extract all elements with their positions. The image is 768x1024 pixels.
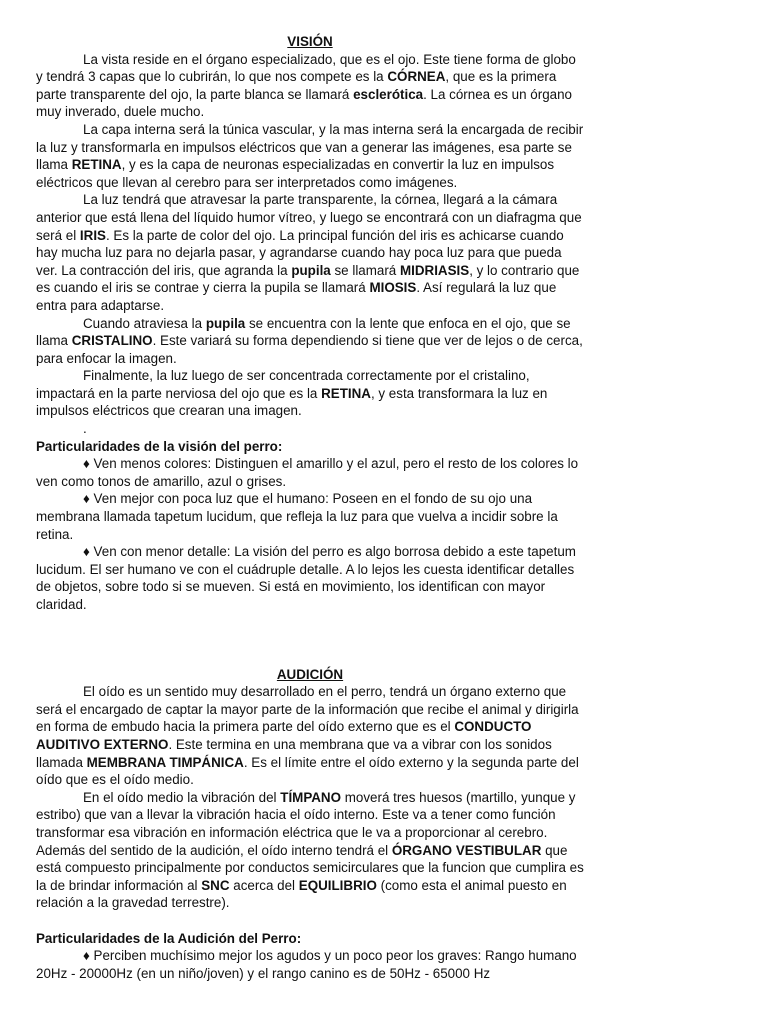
bold-term: pupila bbox=[205, 315, 246, 331]
bold-term: EQUILIBRIO bbox=[298, 877, 377, 893]
body-paragraph: Cuando atraviesa la pupila se encuentra con la lente que enfoca en el ojo, que se llama CRISTALINO. Este variará su forma dependiendo si tiene que ver de lejos o de cerca, para enfocar la imagen. bbox=[36, 315, 583, 366]
bold-term: CRISTALINO bbox=[71, 333, 153, 349]
vision-particularities-title: Particularidades de la visión del perro: bbox=[36, 438, 283, 454]
bold-term: esclerótica bbox=[353, 86, 424, 102]
vision-bullet-detail: ♦ Ven con menor detalle: La visión del perro es algo borrosa debido a este tapetum lucidum. El ser humano ve con el cuádruple detalle. A lo lejos les cuesta identificar detalles de objetos, sobre todo si se mueven. Si está en movimiento, los identifican con mayor claridad. bbox=[36, 544, 576, 612]
bold-term: MIOSIS bbox=[369, 280, 417, 296]
stray-dot: . bbox=[83, 421, 87, 437]
vision-title: VISIÓN bbox=[287, 34, 333, 49]
bold-term: SNC bbox=[201, 877, 230, 893]
section-spacer bbox=[36, 614, 584, 666]
bold-term: RETINA bbox=[321, 385, 371, 401]
bold-term: MIDRIASIS bbox=[399, 262, 470, 278]
audicion-particularities-title: Particularidades de la Audición del Perro: bbox=[36, 930, 302, 946]
body-paragraph: En el oído medio la vibración del TÍMPANO moverá tres huesos (martillo, yunque y estribo) que van a llevar la vibración hacia el oído interno. Este va a tener como función transformar esa vibración en información eléctrica que le va a proporcionar al cerebro. Además del sentido de la audición, el oído interno tendrá el ÓRGANO VESTIBULAR que está compuesto principalmente por conductos semicirculares que la funcion que cumplira es la de brindar información al SNC acerca del EQUILIBRIO (como esta el animal puesto en relación a la gravedad terrestre). bbox=[36, 789, 584, 911]
audicion-title: AUDICIÓN bbox=[276, 666, 344, 682]
body-paragraph: Finalmente, la luz luego de ser concentrada correctamente por el cristalino, impactará en la parte nerviosa del ojo que es la RETINA, y esta transformara la luz en impulsos eléctricos que crearan una imagen. bbox=[36, 368, 548, 419]
body-paragraph: El oído es un sentido muy desarrollado en el perro, tendrá un órgano externo que será el encargado de captar la mayor parte de la información que recibe el animal y dirigirla en forma de embudo hacia la primera parte del oído externo que es el CONDUCTO AUDITIVO EXTERNO. Este termina en una membrana que va a vibrar con los sonidos llamada MEMBRANA TIMPÁNICA. Es el límite entre el oído externo y la segunda parte del oído que es el oído medio. bbox=[36, 684, 579, 788]
blank-line bbox=[36, 912, 584, 930]
audicion-body bbox=[36, 683, 584, 912]
bold-term: TÍMPANO bbox=[280, 789, 342, 805]
vision-bullet-colors: ♦ Ven menos colores: Distinguen el amarillo y el azul, pero el resto de los colores lo ven como tonos de amarillo, azul o grises. bbox=[36, 456, 579, 489]
vision-bullet-low-light: ♦ Ven mejor con poca luz que el humano: Poseen en el fondo de su ojo una membrana llamada tapetum lucidum, que refleja la luz para que vuelva a incidir sobre la retina. bbox=[36, 491, 558, 542]
bold-term: ÓRGANO VESTIBULAR bbox=[391, 842, 542, 858]
body-paragraph: La luz tendrá que atravesar la parte transparente, la córnea, llegará a la cámara anterior que está llena del líquido humor vítreo, y luego se encontrará con un diafragma que será el IRIS. Es la parte de color del ojo. La principal función del iris es achicarse cuando hay mucha luz para no dejarla pasar, y agrandarse cuando hay poca luz para que pueda ver. La contracción del iris, que agranda la pupila se llamará MIDRIASIS, y lo contrario que es cuando el iris se contrae y cierra la pupila se llamará MIOSIS. Así regulará la luz que entra para adaptarse. bbox=[36, 192, 582, 313]
audicion-bullet-range: ♦ Perciben muchísimo mejor los agudos y un poco peor los graves: Rango humano 20Hz - 20000Hz (en un niño/joven) y el rango canino es de 50Hz - 65000 Hz bbox=[36, 948, 577, 981]
bold-term: CÓRNEA bbox=[387, 69, 446, 85]
bold-term: RETINA bbox=[71, 157, 122, 173]
body-paragraph: La vista reside en el órgano especializado, que es el ojo. Este tiene forma de globo y tendrá 3 capas que lo cubrirán, lo que nos compete es la CÓRNEA, que es la primera parte transparente del ojo, la parte blanca se llamará esclerótica. La córnea es un órgano muy inverado, duele mucho. bbox=[36, 51, 576, 120]
bold-term: CONDUCTO AUDITIVO EXTERNO bbox=[36, 719, 532, 752]
body-paragraph: La capa interna será la túnica vascular, y la mas interna será la encargada de recibir la luz y transformarla en impulsos eléctricos que van a generar las imágenes, esa parte se llama RETINA, y es la capa de neuronas especializadas en convertir la luz en impulsos eléctricos que llevan al cerebro para ser interpretados como imágenes. bbox=[36, 121, 584, 190]
vision-body bbox=[36, 51, 584, 420]
bold-term: IRIS bbox=[79, 227, 106, 243]
document-page bbox=[36, 33, 584, 982]
bold-term: MEMBRANA TIMPÁNICA bbox=[86, 754, 244, 770]
bold-term: pupila bbox=[291, 262, 331, 278]
